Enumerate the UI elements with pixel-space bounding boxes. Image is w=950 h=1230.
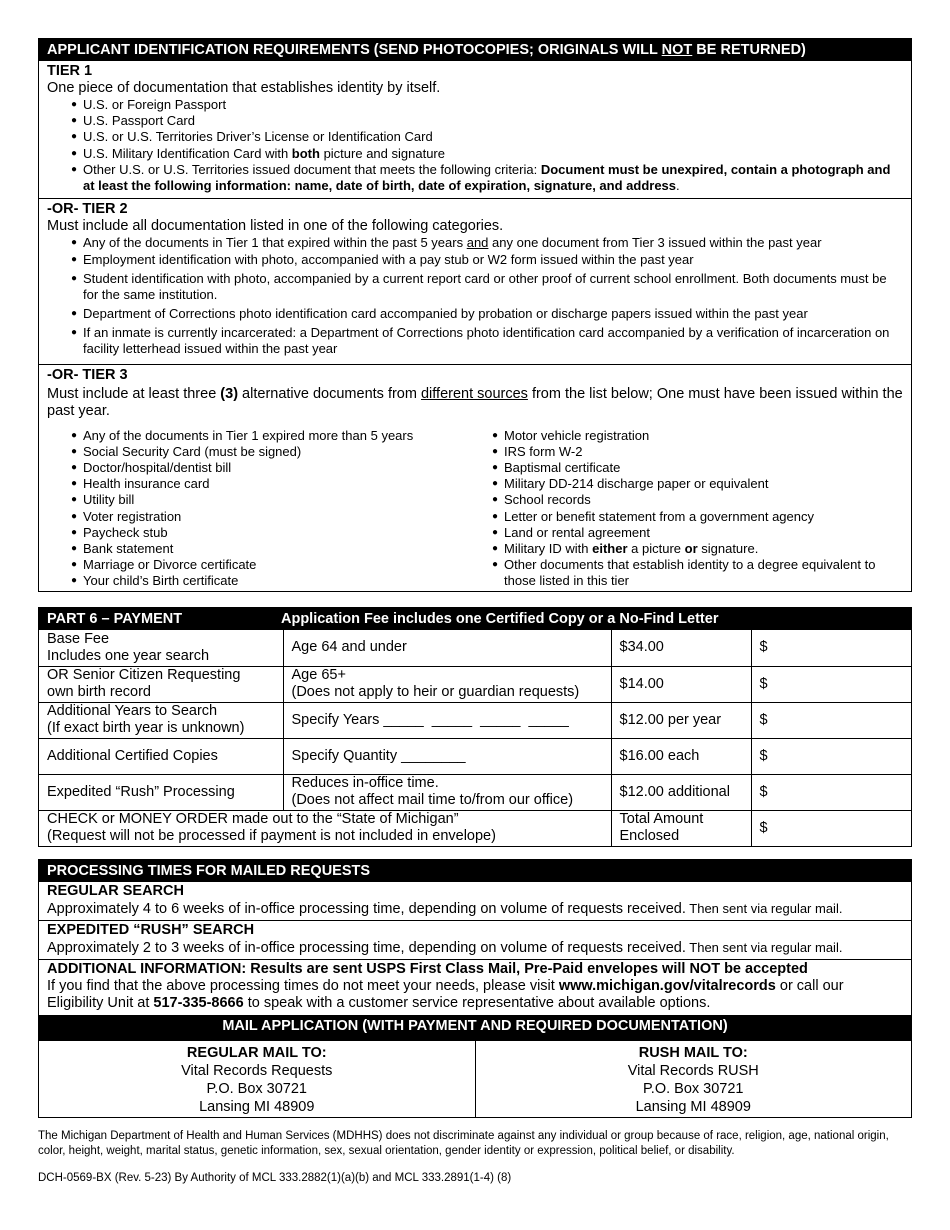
payment-title: PART 6 – PAYMENT	[47, 611, 183, 627]
payment-item-line1: Additional Years to Search	[47, 703, 218, 719]
tier2-section	[39, 198, 911, 363]
total-label-line1: Total Amount	[619, 811, 704, 828]
total-amount-field[interactable]: $	[751, 810, 911, 846]
additional-info-text	[47, 978, 903, 1012]
tier3-item: ● Social Security Card (must be signed)	[71, 444, 482, 460]
regular-mail-line2: P.O. Box 30721	[206, 1081, 307, 1097]
regular-search-title: REGULAR SEARCH	[47, 883, 184, 899]
tier3-item: ● IRS form W-2	[492, 444, 903, 460]
tier3-item: ● Land or rental agreement	[492, 525, 903, 541]
tier2-list	[47, 235, 903, 357]
payment-amount-field[interactable]: $	[751, 702, 911, 738]
tier1-item-other	[71, 162, 903, 194]
tier3-military-or: or	[684, 541, 698, 557]
mail-header: MAIL APPLICATION (WITH PAYMENT AND REQUIRED DOCUMENTATION)	[39, 1015, 911, 1041]
tier3-item: ● Voter registration	[71, 509, 482, 525]
tier3-lead-mid: alternative documents from	[238, 385, 421, 402]
tier1-title: TIER 1	[47, 63, 93, 79]
payment-item-line2: (If exact birth year is unknown)	[47, 720, 245, 736]
tier3-military-mid: a picture	[627, 541, 685, 557]
specify-quantity-field[interactable]: Specify Quantity ________	[283, 738, 611, 774]
payment-detail-line1: Age 65+	[291, 667, 346, 683]
tier2-item: ● Department of Corrections photo identification card accompanied by probation or discharge papers issued within the past year	[71, 306, 903, 322]
payment-row-base-fee	[39, 630, 911, 666]
payment-item	[39, 702, 283, 738]
tier2-title: -OR- TIER 2	[47, 201, 128, 218]
tier1-list	[47, 97, 903, 194]
payment-item: Additional Certified Copies	[39, 738, 283, 774]
rush-mail-line1: Vital Records RUSH	[627, 1063, 759, 1079]
tier3-item: ● Marriage or Divorce certificate	[71, 557, 482, 573]
payment-detail	[283, 774, 611, 810]
processing-section	[38, 859, 912, 1118]
payment-row-additional-years	[39, 702, 911, 738]
payment-header	[39, 608, 911, 630]
tier1-military-end: picture and signature	[319, 145, 445, 161]
payment-row-certified-copies	[39, 738, 911, 774]
additional-info-intro: If you find that the above processing times do not meet your needs, please visit	[47, 978, 559, 994]
tier3-item: ● Any of the documents in Tier 1 expired more than 5 years	[71, 428, 482, 444]
tier1-item-military	[71, 146, 903, 162]
payment-amount-field[interactable]: $	[751, 666, 911, 702]
rush-search-title: EXPEDITED “RUSH” SEARCH	[47, 922, 255, 938]
identification-header	[39, 39, 911, 61]
tier3-item: ● School records	[492, 492, 903, 508]
tier2-item	[71, 235, 903, 251]
identification-header-end: BE RETURNED)	[692, 42, 806, 58]
identification-header-not: NOT	[661, 42, 693, 58]
payment-price: $34.00	[611, 630, 751, 666]
tier2-item1-end: any one document from Tier 3 issued within the past year	[488, 235, 822, 251]
identification-section	[38, 38, 912, 592]
regular-mail-label: REGULAR MAIL TO:	[186, 1045, 327, 1061]
tier1-other-criteria: Document must be unexpired, contain a photograph and at least the following information: name, date of birth, date of expiration, signature, and address	[83, 161, 891, 194]
payment-amount-field[interactable]: $	[751, 774, 911, 810]
tier3-columns	[47, 428, 903, 590]
payment-item-line2: Includes one year search	[47, 647, 210, 664]
additional-info-block	[39, 959, 911, 1015]
tier3-item-military	[492, 541, 903, 557]
payment-item-line2: own birth record	[47, 684, 151, 700]
tier3-lead-three: (3)	[220, 385, 239, 402]
eligibility-phone-number: 517-335-8666	[153, 995, 244, 1011]
nondiscrimination-statement: The Michigan Department of Health and Human Services (MDHHS) does not discriminate against any individual or group because of race, religion, age, national origin, color, height, weight, marital status, genetic information, sex, sexual orientation, gender identity or expression, political belief, or disability.	[38, 1130, 889, 1157]
rush-mail-label: RUSH MAIL TO:	[638, 1045, 748, 1061]
tier2-item: ● If an inmate is currently incarcerated: a Department of Corrections photo identification card accompanied by a verification of incarceration on facility letterhead issued within the past year	[71, 325, 903, 357]
tier3-lead	[47, 386, 903, 420]
tier3-list-left	[47, 428, 482, 590]
payment-section	[38, 607, 912, 847]
tier2-item: ● Student identification with photo, accompanied by a current report card or other proof of current school enrollment. Both documents must be for the same institution.	[71, 271, 903, 303]
payment-item-line1: Base Fee	[47, 630, 110, 647]
rush-search-text	[47, 939, 903, 957]
tier1-item: ● U.S. Passport Card	[71, 113, 903, 129]
tier3-item: ● Health insurance card	[71, 476, 482, 492]
payment-row-total	[39, 810, 911, 846]
payment-item	[39, 666, 283, 702]
payment-detail	[283, 666, 611, 702]
tier2-item1-and: and	[466, 235, 489, 251]
mail-addresses	[39, 1041, 911, 1117]
rush-mail-line2: P.O. Box 30721	[642, 1081, 744, 1097]
tier1-other-text: Other U.S. or U.S. Territories issued document that meets the following criteria:	[83, 161, 541, 177]
tier3-military-either: either	[592, 541, 628, 557]
payment-item	[39, 630, 283, 666]
tier1-military-text: U.S. Military Identification Card with	[83, 145, 292, 161]
tier3-section	[39, 364, 911, 591]
regular-mail-line3: Lansing MI 48909	[199, 1099, 315, 1115]
rush-search-time: Approximately 2 to 3 weeks of in-office processing time, depending on volume of requests received.	[47, 940, 686, 956]
tier3-lead-text: Must include at least three	[47, 385, 221, 402]
tier1-other-end: .	[676, 178, 680, 194]
regular-search-mail-note: Then sent via regular mail.	[685, 901, 843, 916]
tier3-military-end: signature.	[697, 541, 759, 557]
tier3-lead-sources: different sources	[420, 385, 528, 402]
tier3-lead-end: from the list below; One must have been issued within the past year.	[47, 385, 903, 419]
payment-detail-line2: (Does not apply to heir or guardian requests)	[291, 684, 580, 700]
tier3-item: ● Bank statement	[71, 541, 482, 557]
tier2-item1-text: Any of the documents in Tier 1 that expired within the past 5 years	[83, 235, 467, 251]
tier1-item: ● U.S. or U.S. Territories Driver’s License or Identification Card	[71, 129, 903, 145]
tier3-item: ● Your child’s Birth certificate	[71, 573, 482, 589]
tier3-item: ● Baptismal certificate	[492, 460, 903, 476]
regular-search-block	[39, 882, 911, 920]
payment-detail-line2: (Does not affect mail time to/from our office)	[291, 792, 574, 808]
tier1-lead: One piece of documentation that establishes identity by itself.	[47, 80, 441, 96]
vital-records-website-link[interactable]: www.michigan.gov/vitalrecords	[558, 978, 776, 994]
payment-row-senior	[39, 666, 911, 702]
regular-mail-line1: Vital Records Requests	[181, 1063, 333, 1079]
check-line1: CHECK or MONEY ORDER made out to the “State of Michigan”	[47, 811, 459, 828]
total-label	[611, 810, 751, 846]
payment-detail: Age 64 and under	[283, 630, 611, 666]
tier1-item: ● U.S. or Foreign Passport	[71, 97, 903, 113]
tier3-list-right	[482, 428, 903, 590]
payment-price: $12.00 per year	[611, 702, 751, 738]
tier3-item: ● Paycheck stub	[71, 525, 482, 541]
regular-search-text	[47, 900, 903, 918]
identification-header-text: APPLICANT IDENTIFICATION REQUIREMENTS (SEND PHOTOCOPIES; ORIGINALS WILL	[47, 42, 662, 58]
tier3-item: ● Military DD-214 discharge paper or equivalent	[492, 476, 903, 492]
check-money-order-note	[39, 810, 611, 846]
payment-row-rush	[39, 774, 911, 810]
payment-item-line1: OR Senior Citizen Requesting	[47, 667, 241, 683]
payment-detail-line1: Reduces in-office time.	[291, 775, 439, 791]
additional-info-end: to speak with a customer service representative about available options.	[243, 995, 711, 1011]
rush-mail-line3: Lansing MI 48909	[635, 1099, 751, 1115]
form-identifier: DCH-0569-BX (Rev. 5-23) By Authority of MCL 333.2882(1)(a)(b) and MCL 333.2891(1-4) (8)	[38, 1172, 512, 1184]
tier3-item-other: ● Other documents that establish identity to a degree equivalent to those listed in this tier	[492, 557, 903, 589]
rush-mail-address	[475, 1041, 912, 1117]
additional-info-mid: or call our Eligibility Unit at	[47, 978, 844, 1011]
payment-subtitle: Application Fee includes one Certified Copy or a No-Find Letter	[281, 611, 719, 627]
payment-table	[39, 630, 911, 846]
tier1-section	[39, 61, 911, 198]
payment-amount-field[interactable]: $	[751, 630, 911, 666]
rush-search-block	[39, 920, 911, 959]
tier3-military-text: Military ID with	[504, 541, 593, 557]
tier3-item: ● Doctor/hospital/dentist bill	[71, 460, 482, 476]
payment-price: $16.00 each	[611, 738, 751, 774]
payment-item: Expedited “Rush” Processing	[39, 774, 283, 810]
regular-mail-address	[39, 1041, 475, 1117]
tier1-military-both: both	[291, 145, 320, 161]
regular-search-time: Approximately 4 to 6 weeks of in-office processing time, depending on volume of requests received.	[47, 901, 686, 917]
tier3-item: ● Letter or benefit statement from a government agency	[492, 509, 903, 525]
tier3-item: ● Utility bill	[71, 492, 482, 508]
specify-years-field[interactable]: Specify Years _____ _____ _____ _____	[283, 702, 611, 738]
payment-price: $12.00 additional	[611, 774, 751, 810]
tier3-title: -OR- TIER 3	[47, 366, 128, 383]
payment-price: $14.00	[611, 666, 751, 702]
tier2-lead: Must include all documentation listed in one of the following categories.	[47, 218, 504, 235]
tier3-item: ● Motor vehicle registration	[492, 428, 903, 444]
tier2-item: ● Employment identification with photo, accompanied with a pay stub or W2 form issued within the past year	[71, 252, 903, 268]
additional-info-title: ADDITIONAL INFORMATION: Results are sent USPS First Class Mail, Pre-Paid envelopes will NOT be accepted	[47, 961, 808, 977]
payment-amount-field[interactable]: $	[751, 738, 911, 774]
rush-search-mail-note: Then sent via regular mail.	[685, 940, 843, 955]
total-label-line2: Enclosed	[619, 828, 680, 845]
check-line2: (Request will not be processed if payment is not included in envelope)	[47, 828, 496, 845]
processing-header: PROCESSING TIMES FOR MAILED REQUESTS	[39, 860, 911, 882]
